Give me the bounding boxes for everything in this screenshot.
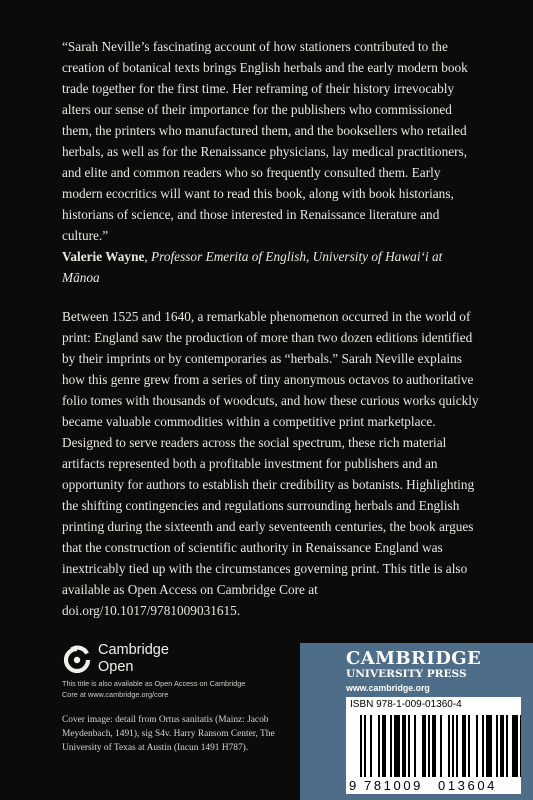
barcode-bar (364, 715, 366, 777)
publisher-subtitle: UNIVERSITY PRESS (346, 668, 467, 680)
barcode-bar (414, 715, 416, 777)
barcode-bar (390, 715, 392, 777)
barcode-bar (394, 715, 400, 777)
barcode-bar (370, 715, 372, 777)
cambridge-open-wordmark-line1: Cambridge (98, 642, 169, 658)
barcode-bar (402, 715, 406, 777)
endorser-title: Professor Emerita of English, University of Hawai‘i at Mānoa (62, 249, 443, 285)
publisher-name: CAMBRIDGE (346, 648, 482, 669)
endorsement-attribution: Valerie Wayne, Professor Emerita of English, University of Hawai‘i at Mānoa (62, 249, 443, 285)
open-access-note: This title is also available as Open Access on Cambridge Core at www.cambridge.org/core (62, 679, 246, 699)
barcode-bar (408, 715, 410, 777)
book-description: Between 1525 and 1640, a remarkable phenomenon occurred in the world of print: England saw the production of more than two dozen editions identified by their imprints or by contemporaries as “herbals.” Sarah Neville explains how this genre grew from a series of tiny anonymous octavos to authoritative folio tomes with thousands of woodcuts, and how these curious works quickly became valuable commodities within a competitive print marketplace. Designed to serve readers across the social spectrum, these rich material artifacts represented both a profitable investment for publishers and an opportunity for authors to establish their credibility as botanists. Highlighting the shifting contingencies and regulations surrounding herbals and English printing during the sixteenth and early seventeenth centuries, the book argues that the construction of scientific authority in Renaissance England was inextricably tied up with the circumstances governing print. This title is also available as Open Access on Cambridge Core at doi.org/10.1017/9781009031615. (62, 309, 479, 618)
barcode-bar (496, 715, 498, 777)
barcode-bar (448, 715, 450, 777)
endorsement-quote: “Sarah Neville’s fascinating account of how stationers contributed to the creation of botanical texts brings English herbals and the early modern book trade together for the first time. Her reframing of their history irrevocably alters our sense of their importance for the publishers who commissioned them, the printers who manufactured them, and the booksellers who retailed herbals, as well as for the Renaissance physicians, lay medical practitioners, and elite and common readers who so frequently consulted them. Early modern ecocritics will want to read this book, along with book historians, historians of science, and those interested in Renaissance literature and culture.” (62, 39, 468, 243)
barcode-graphic (346, 697, 521, 794)
barcode-bar (378, 715, 380, 777)
barcode-bar (468, 715, 470, 777)
barcode-bar (462, 715, 466, 777)
barcode-bar (456, 715, 458, 777)
cambridge-open-wordmark-line2: Open (98, 659, 134, 675)
barcode-bar (520, 715, 521, 777)
isbn-barcode (346, 697, 521, 794)
barcode-bar (482, 715, 484, 777)
barcode-bar (432, 715, 436, 777)
barcode-bar (422, 715, 426, 777)
barcode-bar (500, 715, 504, 777)
barcode-bar (512, 715, 518, 777)
publisher-url: www.cambridge.org (346, 683, 430, 693)
endorser-name: Valerie Wayne (62, 249, 145, 264)
cover-image-credit: Cover image: detail from Ortus sanitatis (Mainz: Jacob Meydenbach, 1491), sig S4v. Harry Ransom Center, The University of Texas at Austin (Incun 1491 H787). (62, 715, 275, 753)
barcode-bar (428, 715, 430, 777)
barcode-digits-right: 013604 (438, 778, 497, 793)
barcode-digit-lead: 9 (349, 778, 357, 793)
open-access-icon (62, 643, 92, 675)
barcode-bar (452, 715, 454, 777)
barcode-digits-left: 781009 (364, 778, 423, 793)
barcode-bar (440, 715, 442, 777)
barcode-bar (506, 715, 508, 777)
barcode-bar (476, 715, 478, 777)
barcode-bar (360, 715, 362, 777)
cambridge-open-logo (62, 642, 202, 676)
barcode-bar (382, 715, 386, 777)
barcode-bar (486, 715, 492, 777)
isbn-label: ISBN 978-1-009-01360-4 (350, 699, 462, 710)
